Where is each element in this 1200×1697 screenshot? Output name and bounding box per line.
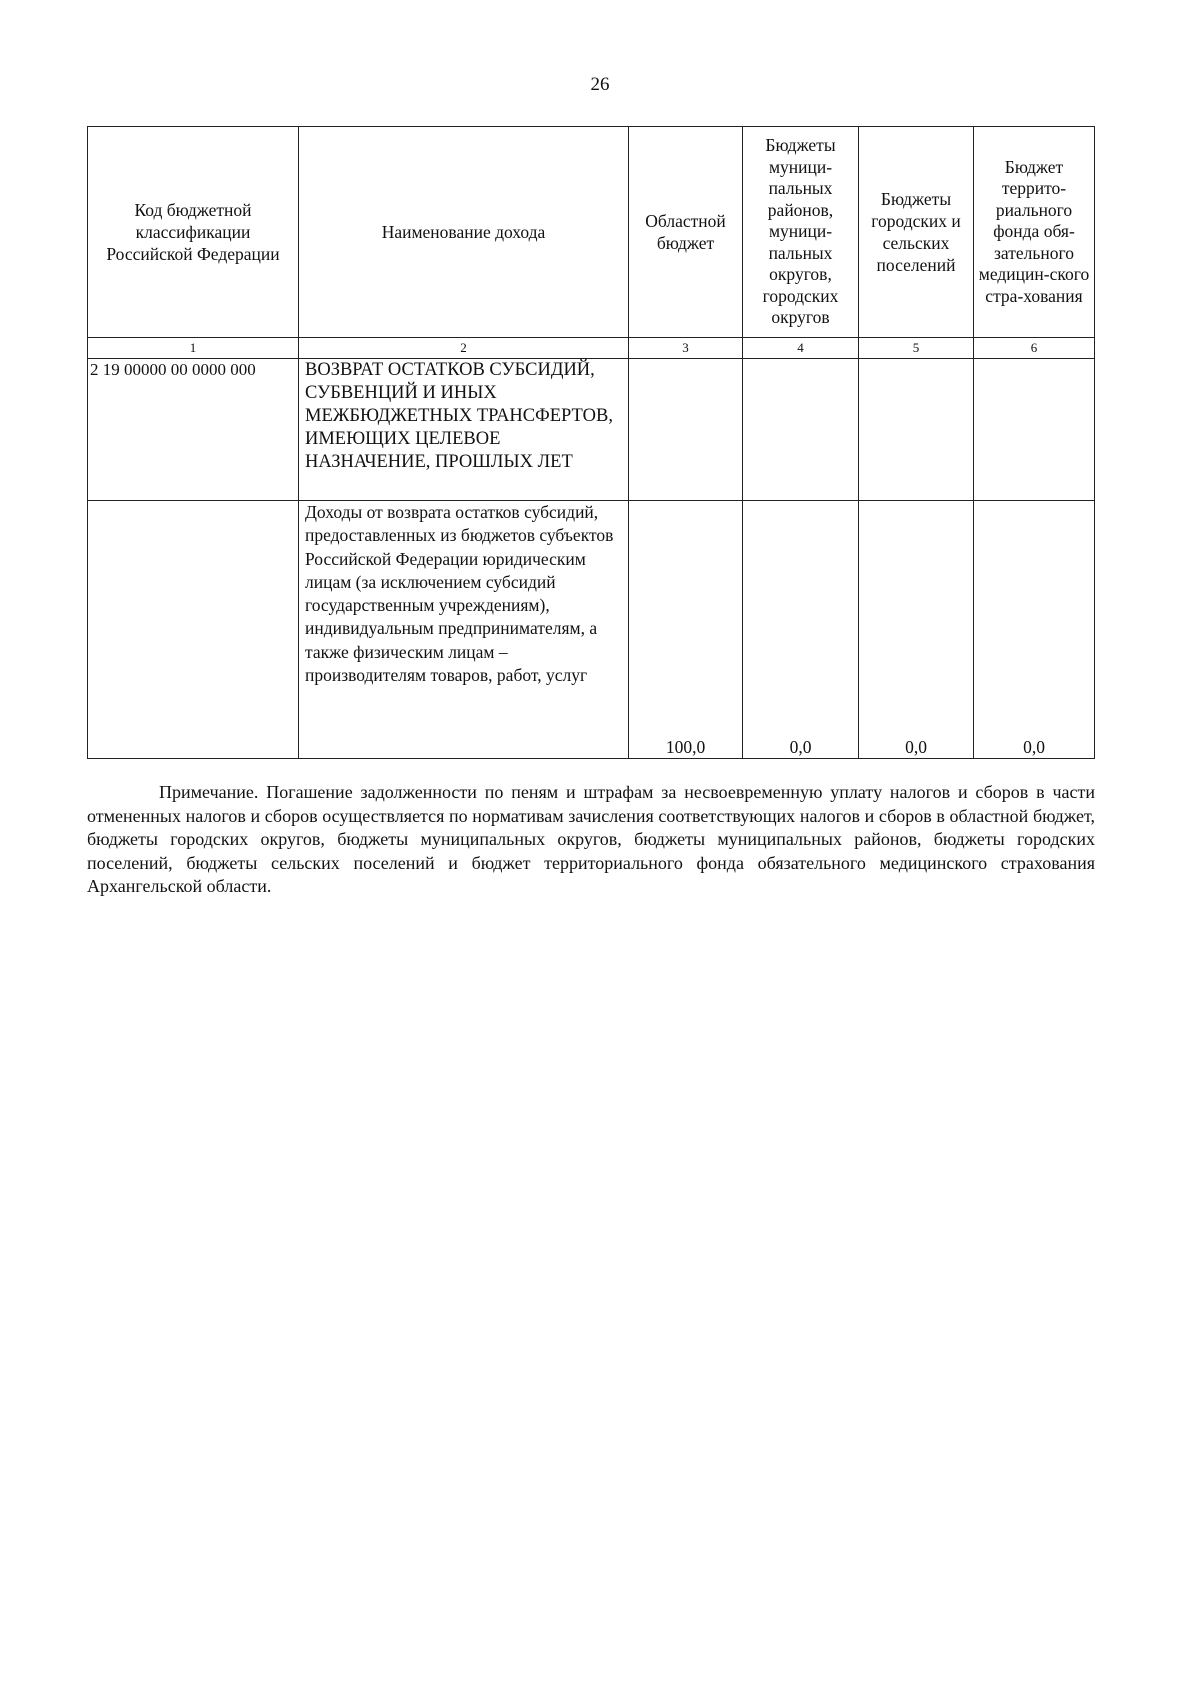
table-row bbox=[88, 359, 1095, 501]
medical-fund-cell: 0,0 bbox=[974, 501, 1095, 759]
header-revenue-name: Наименование дохода bbox=[299, 127, 629, 338]
budget-code-cell bbox=[88, 501, 299, 759]
header-code: Код бюджетной классификации Российской Федерации bbox=[88, 127, 299, 338]
column-number: 5 bbox=[859, 338, 974, 359]
regional-budget-cell bbox=[629, 359, 743, 501]
municipal-budgets-cell bbox=[743, 359, 859, 501]
table-note: Примечание. Погашение задолженности по пеням и штрафам за несвоевременную уплату налогов и сборов в части отмененных налогов и сборов осуществляется по нормативам зачисления соответствующих налогов и сборов в областной бюджет, бюджеты городских округов, бюджеты муниципальных округов, бюджеты муниципальных районов, бюджеты городских поселений, бюджеты сельских поселений и бюджет территориального фонда обязательного медицинского страхования Архангельской области. bbox=[87, 782, 1095, 896]
budget-code-cell: 2 19 00000 00 0000 000 bbox=[88, 359, 299, 501]
settlement-budgets-cell: 0,0 bbox=[859, 501, 974, 759]
page-number: 26 bbox=[590, 74, 610, 95]
column-number: 1 bbox=[88, 338, 299, 359]
revenue-standards-table bbox=[87, 126, 1095, 759]
column-number: 4 bbox=[743, 338, 859, 359]
table-row bbox=[88, 501, 1095, 759]
revenue-name-cell: Доходы от возврата остатков субсидий, предоставленных из бюджетов субъектов Российской Федерации юридическим лицам (за исключением субсидий государственным учреждениям), индивидуальным предпринимателям, а также физическим лицам – производителям товаров, работ, услуг bbox=[299, 501, 629, 759]
table-header-row bbox=[88, 127, 1095, 338]
column-numbers-row bbox=[88, 338, 1095, 359]
column-number: 6 bbox=[974, 338, 1095, 359]
header-settlement-budgets: Бюджеты городских и сельских поселений bbox=[859, 127, 974, 338]
column-number: 2 bbox=[299, 338, 629, 359]
header-regional-budget: Областной бюджет bbox=[629, 127, 743, 338]
header-medical-fund-budget: Бюджет террито-риального фонда обя-зательного медицин-ского стра-хования bbox=[974, 127, 1095, 338]
medical-fund-cell bbox=[974, 359, 1095, 501]
column-number: 3 bbox=[629, 338, 743, 359]
header-municipal-budgets: Бюджеты муници-пальных районов, муници-пальных округов, городских округов bbox=[743, 127, 859, 338]
municipal-budgets-cell: 0,0 bbox=[743, 501, 859, 759]
settlement-budgets-cell bbox=[859, 359, 974, 501]
regional-budget-cell: 100,0 bbox=[629, 501, 743, 759]
revenue-name-cell: ВОЗВРАТ ОСТАТКОВ СУБСИДИЙ, СУБВЕНЦИЙ И ИНЫХ МЕЖБЮДЖЕТНЫХ ТРАНСФЕРТОВ, ИМЕЮЩИХ ЦЕЛЕВОЕ НАЗНАЧЕНИЕ, ПРОШЛЫХ ЛЕТ bbox=[299, 359, 629, 501]
